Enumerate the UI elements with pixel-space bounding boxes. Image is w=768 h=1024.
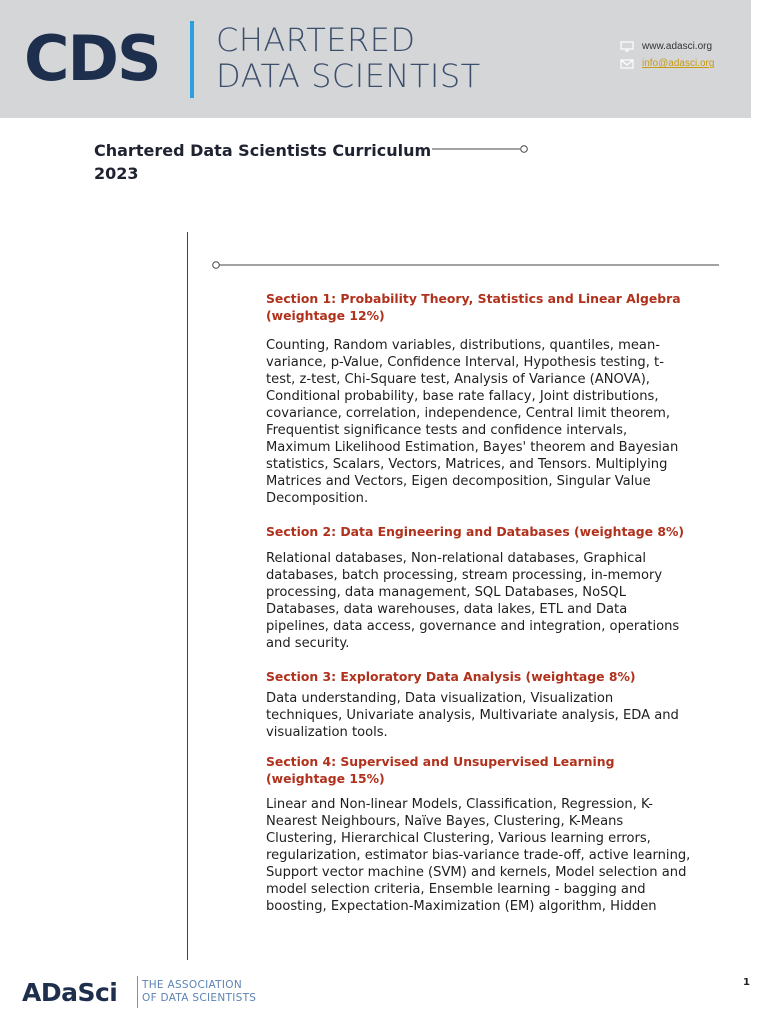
header-divider [190, 21, 194, 98]
email-row[interactable] [620, 55, 714, 72]
curriculum-content [266, 291, 691, 915]
website-link[interactable]: www.adasci.org [642, 41, 713, 52]
header-title-line1: CHARTERED [216, 21, 416, 59]
title-decoration-line [432, 144, 532, 154]
cds-logo: CDS [24, 22, 160, 95]
website-row[interactable] [620, 38, 714, 55]
section-decoration-line [211, 259, 721, 271]
mail-icon [620, 59, 634, 69]
section-4-body: Linear and Non-linear Models, Classification, Regression, K-Nearest Neighbours, Naïve Bayes, Clustering, K-Means Clustering, Hierarchical Clustering, Various learning errors, regularization, estimator bias-variance trade-off, active learning, Support vector machine (SVM) and kernels, Model selection and model selection criteria, Ensemble learning - bagging and boosting, Expectation-Maximization (EM) algorithm, Hidden [266, 797, 691, 914]
adasci-logo: ADaSci [22, 978, 118, 1007]
document-title-line1: Chartered Data Scientists Curriculum [94, 141, 432, 160]
association-line1: THE ASSOCIATION [142, 979, 242, 991]
header-banner [0, 0, 751, 118]
association-name [142, 979, 256, 1005]
contact-info [620, 38, 714, 72]
section-2-body: Relational databases, Non-relational databases, Graphical databases, batch processing, stream processing, in-memory processing, data management, SQL Databases, NoSQL Databases, data warehouses, data lakes, ETL and Data pipelines, data access, governance and integration, operations and security. [266, 550, 680, 651]
section-1-body: Counting, Random variables, distributions, quantiles, mean-variance, p-Value, Confidence Interval, Hypothesis testing, t-test, z-test, Chi-Square test, Analysis of Variance (ANOVA), Conditional probability, base rate fallacy, Joint distributions, covariance, correlation, independence, Central limit theorem, Frequentist significance tests and confidence intervals, Maximum Likelihood Estimation, Bayes' theorem and Bayesian statistics, Scalars, Vectors, Matrices, and Tensors. Multiplying Matrices and Vectors, Eigen decomposition, Singular Value Decomposition. [266, 338, 679, 506]
section-4-title: Section 4: Supervised and Unsupervised Learning (weightage 15%) [266, 754, 615, 786]
email-link[interactable]: info@adasci.org [642, 58, 715, 69]
footer-divider [137, 976, 138, 1008]
section-1-title: Section 1: Probability Theory, Statistics and Linear Algebra (weightage 12%) [266, 291, 681, 323]
section-3-title: Section 3: Exploratory Data Analysis (weightage 8%) [266, 668, 636, 684]
page-number: 1 [743, 977, 750, 988]
association-line2: OF DATA SCIENTISTS [142, 992, 257, 1004]
document-title [94, 139, 431, 185]
header-title [216, 22, 481, 94]
monitor-icon [620, 41, 634, 52]
section-3-body: Data understanding, Data visualization, Visualization techniques, Univariate analysis, Multivariate analysis, EDA and visualization tools. [266, 691, 679, 740]
section-2-title: Section 2: Data Engineering and Databases (weightage 8%) [266, 524, 685, 539]
document-title-line2: 2023 [94, 164, 139, 183]
vertical-rule [187, 232, 188, 960]
header-title-line2: DATA SCIENTIST [216, 57, 481, 95]
